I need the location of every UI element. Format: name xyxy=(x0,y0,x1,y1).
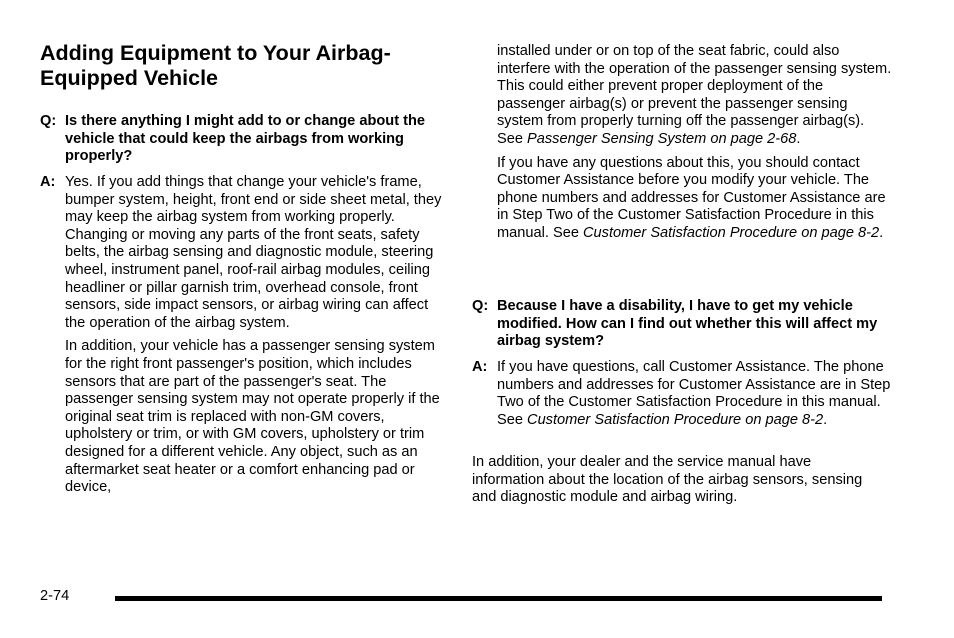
question-tag: Q: xyxy=(472,298,489,314)
answer-paragraph: If you have questions, call Customer Assistance. The phone numbers and addresses for Customer Assistance are in Step Two of the Customer Satisfaction Procedure in this manual. See Customer Satisfaction Procedure on page 8-2. xyxy=(497,359,891,428)
question-text: Because I have a disability, I have to get my vehicle modified. How can I find out whether this will affect my airbag system? xyxy=(497,298,878,350)
answer-1 xyxy=(40,174,450,497)
answer-paragraph: Yes. If you add things that change your vehicle's frame, bumper system, height, front end or side sheet metal, they may keep the airbag system from working properly. Changing or moving any parts of the front seats, safety belts, the airbag sensing and diagnostic module, steering wheel, instrument panel, roof-rail airbag modules, ceiling headliner or pillar garnish trim, overhead console, front sensors, side impact sensors, or airbag wiring can affect the operation of the airbag system. xyxy=(65,174,442,331)
answer-tag: A: xyxy=(472,359,488,375)
question-text: Is there anything I might add to or change about the vehicle that could keep the airbags from working properly? xyxy=(65,113,425,165)
question-2 xyxy=(472,298,892,351)
cross-reference[interactable]: Passenger Sensing System on page 2-68 xyxy=(527,130,797,147)
closing-paragraph: In addition, your dealer and the service manual have information about the location of the airbag sensors, sensing and diagnostic module and airbag wiring. xyxy=(472,454,863,506)
answer-paragraph: If you have any questions about this, you should contact Customer Assistance before you modify your vehicle. The phone numbers and addresses for Customer Assistance are in Step Two of the Customer Satisfaction Procedure in this manual. See Customer Satisfaction Procedure on page 8-2. xyxy=(497,154,886,241)
question-1 xyxy=(40,113,450,166)
cross-reference[interactable]: Customer Satisfaction Procedure on page 8-2 xyxy=(583,224,880,241)
page-number: 2-74 xyxy=(40,588,70,604)
question-tag: Q: xyxy=(40,113,57,129)
answer-tag: A: xyxy=(40,174,56,190)
answer-paragraph: installed under or on top of the seat fabric, could also interfere with the operation of the passenger sensing system. This could either prevent proper deployment of the passenger airbag(s) or prevent the passenger sensing system from properly turning off the passenger airbag(s). See Passenger Sensing System on page 2-68. xyxy=(497,43,892,147)
footer-rule xyxy=(115,596,882,601)
answer-continuation xyxy=(497,43,892,243)
answer-2 xyxy=(472,359,892,429)
section-heading: Adding Equipment to Your Airbag-Equipped Vehicle xyxy=(40,41,391,90)
cross-reference[interactable]: Customer Satisfaction Procedure on page 8-2 xyxy=(527,411,824,428)
answer-paragraph: In addition, your vehicle has a passenger sensing system for the right front passenger's position, which includes sensors that are part of the passenger's seat. The passenger sensing system may not operate properly if the original seat trim is replaced with non-GM covers, upholstery or trim, or with GM covers, upholstery or trim designed for a different vehicle. Any object, such as an aftermarket seat heater or a comfort enhancing pad or device, xyxy=(65,338,440,496)
